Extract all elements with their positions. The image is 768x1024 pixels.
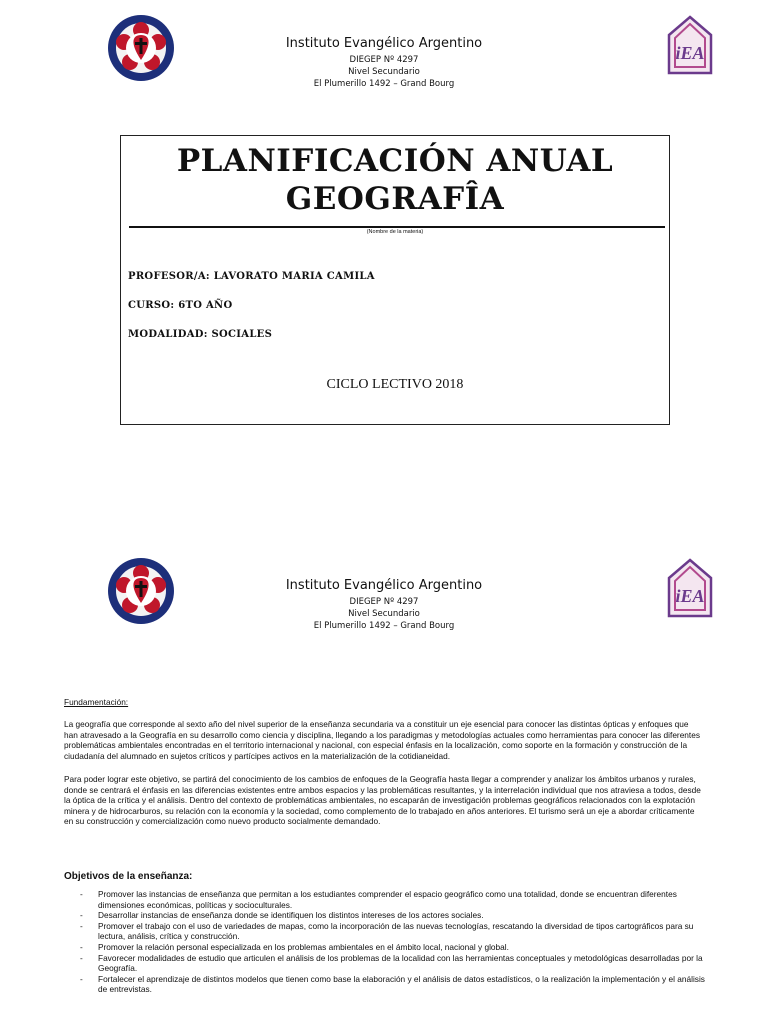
objetivos-list [80,889,710,995]
fundamentacion-heading: Fundamentación: [64,697,129,707]
cover-box [120,135,670,425]
title-line-2: GEOGRAFÎA [285,181,505,217]
profesor-field: PROFESOR/A: LAVORATO MARIA CAMILA [128,271,375,282]
diegep-number: DIEGEP Nº 4297 [349,55,419,65]
svg-text:iEA: iEA [675,586,705,606]
title-underline [129,226,665,228]
ciclo-lectivo: CICLO LECTIVO 2018 [326,377,464,392]
list-item: - Promover la relación personal especializada en los problemas ambientales en el ámbito local, nacional y global. [80,942,710,953]
school-address: El Plumerillo 1492 – Grand Bourg [313,79,455,89]
list-item: - Favorecer modalidades de estudio que articulen el análisis de los problemas de la localidad con las herramientas conceptuales y metodológicas desarrolladas por la Geografía. [80,953,710,974]
curso-field: CURSO: 6TO AÑO [128,300,233,311]
fundamentacion-paragraph-2: Para poder lograr este objetivo, se partirá del conocimiento de los cambios de enfoques de la Geografía hasta llegar a comprender y analizar los ámbitos urbanos y rurales, donde se centrará el énfasis en las diferencias existentes entre ambos espacios y las problemáticas resultantes, y la interrelación individual que nos atraviesa a todos, desde la óptica de la crítica y el análisis. Dentro del contexto de problemáticas ambientales, no escaparán de investigación problemas geográficos relacionados con la explotación minera y de hidrocarburos, su relación con la economía y la sociedad, como complemento de lo trabajado en años anteriores. El turismo será un eje a abordar críticamente en su construcción y comercialización como nuevo producto socialmente demandado. [64,774,701,827]
subject-hint: (Nombre de la materia) [366,229,424,235]
list-item: - Fortalecer el aprendizaje de distintos modelos que tienen como base la elaboración y el análisis de datos estadísticos, o la realización la implementación y el análisis de entrevistas. [80,974,710,995]
list-item: - Desarrollar instancias de enseñanza donde se identifiquen los distintos intereses de los actores sociales. [80,910,710,921]
school-level: Nivel Secundario [348,67,420,77]
cover-title [121,142,669,218]
diegep-number: DIEGEP Nº 4297 [349,597,419,607]
institution-name: Instituto Evangélico Argentino [285,578,483,593]
list-item: - Promover las instancias de enseñanza que permitan a los estudiantes comprender el espacio geográfico como una totalidad, donde se encuentran diferentes dimensiones económicas, políticas y socioculturales. [80,889,710,910]
institution-name: Instituto Evangélico Argentino [285,36,483,51]
title-line-1: PLANIFICACIÓN ANUAL [176,143,614,179]
list-item: - Promover el trabajo con el uso de variedades de mapas, como la incorporación de las nuevas tecnologías, rescatando la diversidad de tipos cartográficos para su lectura, análisis, crítica y construcción. [80,921,710,942]
fundamentacion-paragraph-1: La geografía que corresponde al sexto año del nivel superior de la enseñanza secundaria va a constituir un eje esencial para conocer las distintas ópticas y enfoques que han atravesado a la Geografía en su desarrollo como ciencia y disciplina, llegando a los paradigmas y metodologías actuales como herramientas para conocer las diferentes problemáticas ambientales encontradas en el territorio internacional y nacional, con especial énfasis en la localización, como soporte en la formación y construcción de la ciudadanía del alumnado en sujetos críticos y partícipes activos en la materialización de la cotidianeidad. [64,719,700,761]
school-level: Nivel Secundario [348,609,420,619]
school-address: El Plumerillo 1492 – Grand Bourg [313,621,455,631]
svg-text:iEA: iEA [675,43,705,63]
modalidad-field: MODALIDAD: SOCIALES [128,329,273,340]
objetivos-heading: Objetivos de la enseñanza: [64,871,193,882]
